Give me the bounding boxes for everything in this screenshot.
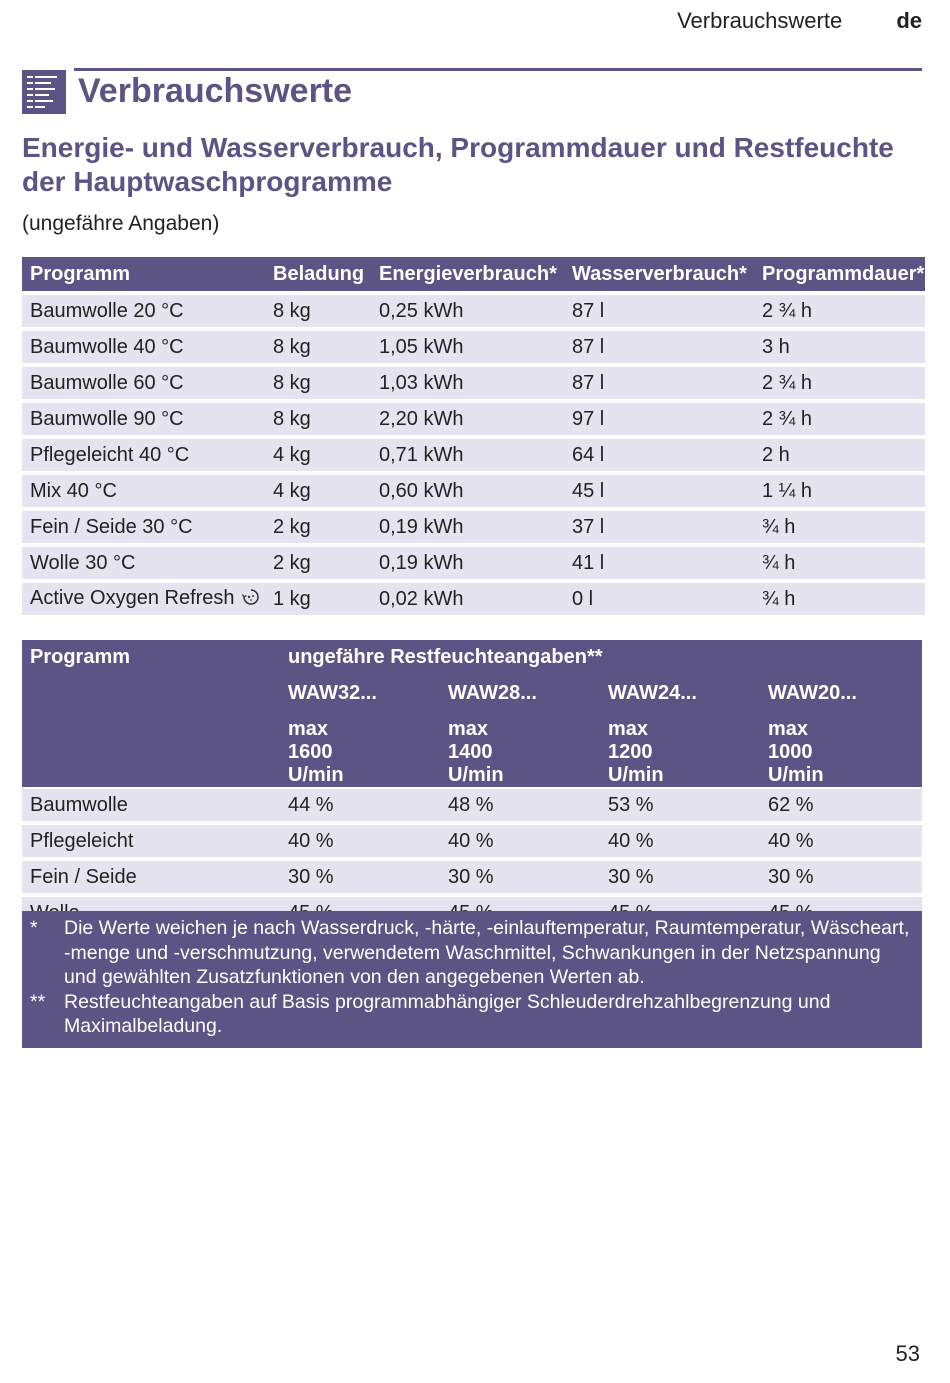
cell-dauer: ¾ h	[754, 547, 925, 579]
footnote-text: Die Werte weichen je nach Wasserdruck, -härte, -einlauftemperatur, Raumtemperatur, Wäscheart, -menge und -verschmutzung, verwendetem Waschmittel, Schwankungen in der Netzspannung und gewählten Zusatzfunktionen von den angegebenen Werten ab.	[64, 917, 910, 988]
table-row	[22, 821, 922, 857]
cell-beladung: 2 kg	[265, 511, 371, 543]
cell-beladung: 4 kg	[265, 439, 371, 471]
cell-wasser: 97 l	[564, 403, 754, 435]
cell-programm: Fein / Seide	[22, 857, 280, 893]
cell-beladung: 8 kg	[265, 367, 371, 399]
header-speed-label: max 1600 U/min	[288, 718, 344, 786]
cell-wasser: 37 l	[564, 511, 754, 543]
list-document-icon	[22, 70, 66, 114]
running-header-section: Verbrauchswerte	[677, 8, 843, 33]
cell-beladung: 8 kg	[265, 403, 371, 435]
cell-programm: Baumwolle 90 °C	[22, 403, 265, 435]
section-subtitle: Energie- und Wasserverbrauch, Programmdauer und Restfeuchte der Hauptwaschprogramme	[22, 132, 894, 197]
cell-value: 30 %	[280, 857, 440, 893]
cell-wasser: 45 l	[564, 475, 754, 507]
cell-beladung: 1 kg	[265, 583, 371, 615]
cell-wasser: 87 l	[564, 367, 754, 399]
cell-dauer: 2 ¾ h	[754, 295, 925, 327]
table-header-row	[22, 257, 925, 291]
cell-value: 40 %	[760, 821, 922, 857]
running-header	[677, 8, 922, 34]
cell-programm: Mix 40 °C	[22, 475, 265, 507]
header-model: WAW24...	[600, 676, 760, 712]
cell-energie: 0,25 kWh	[371, 295, 564, 327]
footnote-mark: *	[30, 917, 38, 939]
cell-dauer: 3 h	[754, 331, 925, 363]
table-row	[22, 403, 925, 435]
cell-dauer: 2 h	[754, 439, 925, 471]
cell-wasser: 64 l	[564, 439, 754, 471]
cell-value: 30 %	[760, 857, 922, 893]
table-row	[22, 367, 925, 399]
header-wasser: Wasserverbrauch*	[564, 257, 754, 291]
cell-energie: 0,02 kWh	[371, 583, 564, 615]
header-model: WAW32...	[280, 676, 440, 712]
cell-beladung: 8 kg	[265, 295, 371, 327]
cell-value: 40 %	[440, 821, 600, 857]
table-row	[22, 475, 925, 507]
cell-programm: Fein / Seide 30 °C	[22, 511, 265, 543]
cell-wasser: 87 l	[564, 331, 754, 363]
cell-energie: 0,71 kWh	[371, 439, 564, 471]
table-row	[22, 547, 925, 579]
cell-programm: Baumwolle 60 °C	[22, 367, 265, 399]
header-energie: Energieverbrauch*	[371, 257, 564, 291]
table-row	[22, 295, 925, 327]
title-rule	[74, 68, 922, 71]
header-speed-label: max 1200 U/min	[608, 718, 664, 786]
cell-wasser: 87 l	[564, 295, 754, 327]
table-row	[22, 857, 922, 893]
cell-value: 30 %	[600, 857, 760, 893]
residual-moisture-table	[22, 640, 922, 929]
table-row	[22, 583, 925, 615]
cell-beladung: 8 kg	[265, 331, 371, 363]
table-row	[22, 787, 922, 821]
header-speed	[440, 712, 600, 787]
cell-value: 30 %	[440, 857, 600, 893]
cell-programm	[22, 583, 265, 615]
header-dauer: Programmdauer*	[754, 257, 925, 291]
cell-energie: 0,60 kWh	[371, 475, 564, 507]
cell-dauer: 2 ¾ h	[754, 403, 925, 435]
table-row	[22, 439, 925, 471]
approx-note: (ungefähre Angaben)	[22, 212, 220, 235]
footnote	[30, 916, 910, 990]
cell-energie: 1,05 kWh	[371, 331, 564, 363]
page-number: 53	[895, 1341, 920, 1366]
cell-energie: 1,03 kWh	[371, 367, 564, 399]
table-header-row	[22, 640, 922, 676]
cell-energie: 2,20 kWh	[371, 403, 564, 435]
header-programm: Programm	[22, 640, 280, 787]
oxygen-refresh-icon	[242, 588, 260, 612]
header-programm: Programm	[22, 257, 265, 291]
cell-programm: Baumwolle 40 °C	[22, 331, 265, 363]
cell-dauer: ¾ h	[754, 583, 925, 615]
header-speed-label: max 1400 U/min	[448, 718, 504, 786]
cell-value: 62 %	[760, 787, 922, 821]
table-row	[22, 511, 925, 543]
cell-value: 44 %	[280, 787, 440, 821]
cell-energie: 0,19 kWh	[371, 511, 564, 543]
cell-programm: Pflegeleicht	[22, 821, 280, 857]
header-model: WAW20...	[760, 676, 922, 712]
header-speed	[280, 712, 440, 787]
cell-programm-label: Active Oxygen Refresh	[30, 586, 235, 609]
page-title: Verbrauchswerte	[78, 72, 353, 110]
footnote	[30, 990, 910, 1039]
header-model: WAW28...	[440, 676, 600, 712]
consumption-table	[22, 253, 925, 619]
cell-energie: 0,19 kWh	[371, 547, 564, 579]
running-header-language: de	[896, 8, 922, 33]
header-speed-label: max 1000 U/min	[768, 718, 824, 786]
table-row	[22, 331, 925, 363]
cell-dauer: 2 ¾ h	[754, 367, 925, 399]
footnote-mark: **	[30, 990, 46, 1013]
cell-programm: Pflegeleicht 40 °C	[22, 439, 265, 471]
header-speed	[760, 712, 922, 787]
cell-value: 40 %	[280, 821, 440, 857]
cell-value: 53 %	[600, 787, 760, 821]
header-restfeuchte: ungefähre Restfeuchteangaben**	[280, 640, 922, 676]
cell-beladung: 2 kg	[265, 547, 371, 579]
cell-beladung: 4 kg	[265, 475, 371, 507]
footnote-text: Restfeuchteangaben auf Basis programmabhängiger Schleuderdrehzahlbegrenzung und Maximalbeladung.	[64, 990, 831, 1037]
cell-wasser: 41 l	[564, 547, 754, 579]
header-speed	[600, 712, 760, 787]
cell-dauer: ¾ h	[754, 511, 925, 543]
cell-wasser: 0 l	[564, 583, 754, 615]
cell-value: 48 %	[440, 787, 600, 821]
header-beladung: Beladung	[265, 257, 371, 291]
cell-value: 40 %	[600, 821, 760, 857]
cell-dauer: 1 ¼ h	[754, 475, 925, 507]
footnotes	[22, 911, 922, 1048]
cell-programm: Baumwolle 20 °C	[22, 295, 265, 327]
cell-programm: Baumwolle	[22, 787, 280, 821]
cell-programm: Wolle 30 °C	[22, 547, 265, 579]
